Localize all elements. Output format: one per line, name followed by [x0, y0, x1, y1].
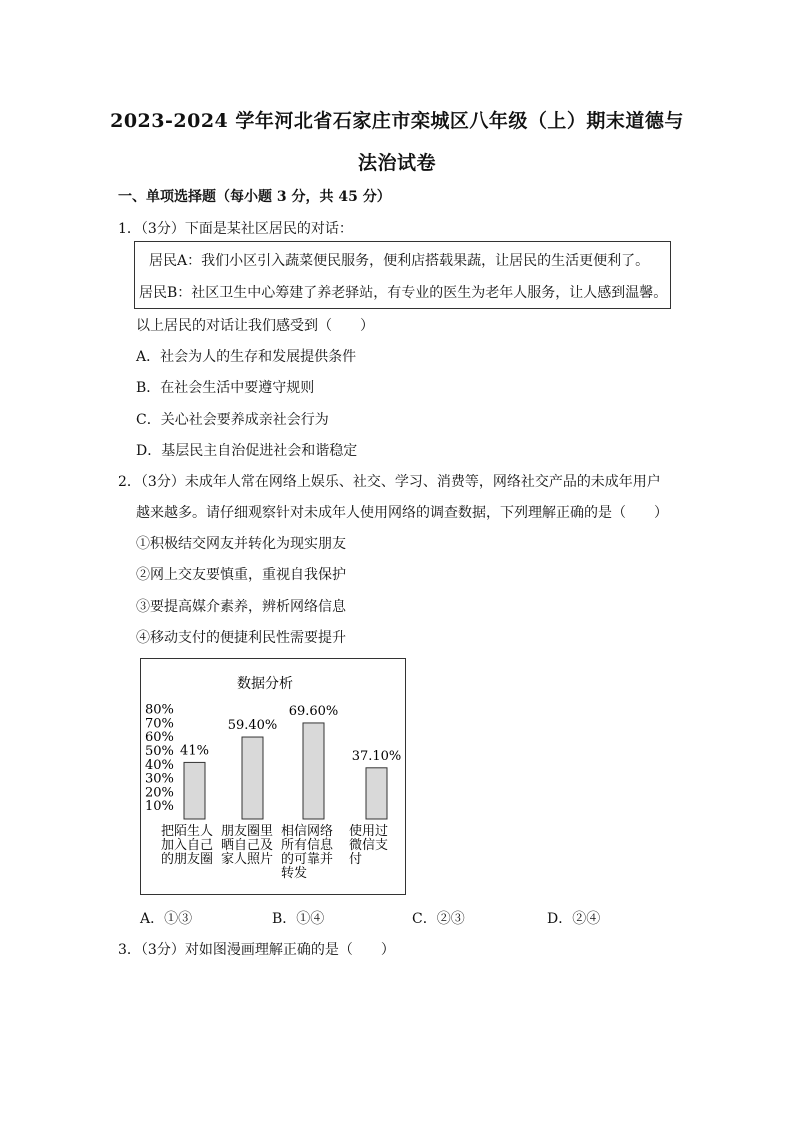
q1-dialogue-a: 居民A：我们小区引入蔬菜便民服务，便利店搭载果蔬，让居民的生活更便利了。 [149, 253, 650, 269]
y-tick-label: 20% [145, 785, 174, 801]
q1-option-b: B．在社会生活中要遵守规则 [136, 380, 315, 396]
category-label: 付 [349, 852, 363, 867]
category-label: 所有信息 [281, 838, 334, 853]
category-label: 使用过 [349, 824, 389, 839]
category-label: 的可靠并 [281, 852, 334, 867]
q1-prompt: 以上居民的对话让我们感受到（ ） [136, 318, 374, 334]
y-tick-label: 60% [145, 730, 174, 746]
category-label: 家人照片 [221, 852, 274, 867]
bar [184, 762, 205, 819]
category-label: 把陌生人 [161, 824, 214, 839]
q2-statement-1: ①积极结交网友并转化为现实朋友 [136, 536, 346, 552]
q2-statement-3: ③要提高媒介素养，辨析网络信息 [136, 599, 346, 615]
category-label: 加入自己 [161, 838, 214, 853]
y-tick-label: 80% [145, 702, 174, 718]
bar [366, 768, 387, 819]
survey-chart [140, 658, 406, 895]
q2-stem-line1: 2．（3分）未成年人常在网络上娱乐、社交、学习、消费等，网络社交产品的未成年用户 [118, 474, 661, 490]
section-heading: 一、单项选择题（每小题 3 分，共 45 分） [118, 189, 391, 205]
bar-value-label: 69.60% [288, 703, 339, 719]
bar [242, 737, 263, 819]
category-label: 晒自己及 [221, 838, 274, 853]
q1-dialogue-box [134, 241, 671, 309]
category-label: 微信支 [349, 838, 389, 853]
y-tick-label: 50% [145, 744, 174, 759]
q1-dialogue-b: 居民B：社区卫生中心筹建了养老驿站，有专业的医生为老年人服务，让人感到温馨。 [139, 285, 668, 301]
q1-stem: 1．（3分）下面是某社区居民的对话： [118, 221, 353, 237]
survey-bar-chart [141, 659, 405, 894]
q1-option-d: D．基层民主自治促进社会和谐稳定 [136, 443, 358, 459]
bar-value-label: 41% [180, 743, 209, 759]
q2-stem-line2: 越来越多。请仔细观察针对未成年人使用网络的调查数据，下列理解正确的是（ ） [136, 505, 668, 521]
category-label: 转发 [281, 866, 308, 881]
category-label: 的朋友圈 [161, 852, 214, 867]
y-tick-label: 70% [145, 716, 174, 732]
q2-statement-4: ④移动支付的便捷利民性需要提升 [136, 630, 346, 646]
q2-option-b: B．①④ [272, 911, 325, 927]
q1-option-a: A．社会为人的生存和发展提供条件 [136, 349, 357, 365]
q2-option-d: D．②④ [547, 911, 601, 927]
paper-title-line1: 2023-2024 学年河北省石家庄市栾城区八年级（上）期末道德与 [110, 110, 684, 132]
category-label: 朋友圈里 [221, 824, 274, 839]
bar-value-label: 59.40% [227, 718, 278, 734]
q3-stem: 3．（3分）对如图漫画理解正确的是（ ） [118, 942, 395, 958]
paper-title-line2: 法治试卷 [357, 152, 436, 174]
bar [303, 723, 324, 819]
y-tick-label: 10% [145, 799, 174, 815]
q2-option-c: C．②③ [412, 911, 465, 927]
chart-title: 数据分析 [237, 676, 293, 692]
q1-option-c: C．关心社会要养成亲社会行为 [136, 412, 329, 428]
category-label: 相信网络 [281, 824, 334, 839]
q2-option-a: A．①③ [140, 911, 193, 927]
y-tick-label: 40% [145, 757, 174, 773]
bar-value-label: 37.10% [351, 748, 402, 764]
q2-statement-2: ②网上交友要慎重，重视自我保护 [136, 567, 346, 583]
y-tick-label: 30% [145, 771, 174, 787]
